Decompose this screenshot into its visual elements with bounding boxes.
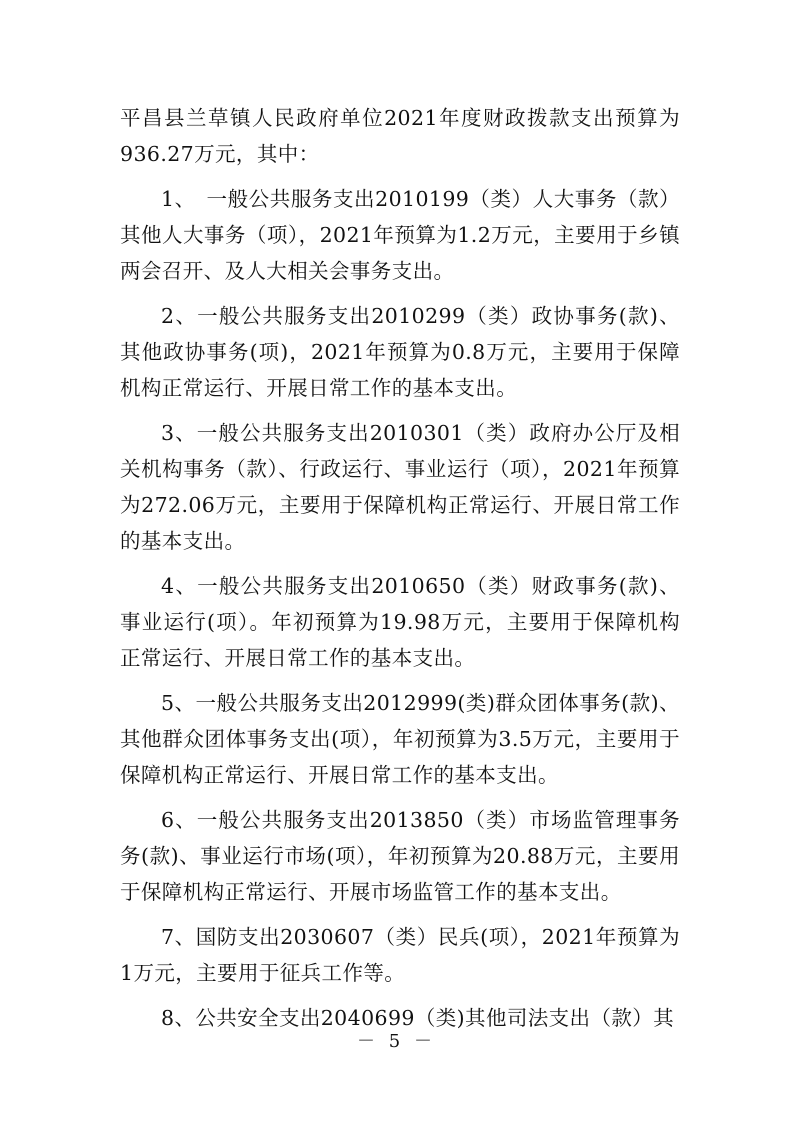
- budget-item-4: 4、一般公共服务支出2010650（类）财政事务(款)、事业运行(项）。年初预算为19.98万元，主要用于保障机构正常运行、开展日常工作的基本支出。: [120, 574, 680, 670]
- budget-item-3: 3、一般公共服务支出2010301（类）政府办公厅及相关机构事务（款）、行政运行、事业运行（项），2021年预算为272.06万元，主要用于保障机构正常运行、开展日常工作的基本支出。: [120, 421, 680, 553]
- document-body: [120, 100, 680, 1045]
- budget-item-8: 8、公共安全支出2040699（类)其他司法支出（款）其: [161, 1006, 675, 1030]
- intro-paragraph: 平昌县兰草镇人民政府单位2021年度财政拨款支出预算为936.27万元，其中：: [120, 106, 680, 166]
- budget-item-2: 2、一般公共服务支出2010299（类）政协事务(款)、其他政协事务(项)，2021年预算为0.8万元，主要用于保障机构正常运行、开展日常工作的基本支出。: [120, 304, 680, 400]
- page-number: － 5 －: [357, 1031, 436, 1052]
- budget-item-6: 6、一般公共服务支出2013850（类）市场监管理事务务(款)、事业运行市场(项），年初预算为20.88万元，主要用于保障机构正常运行、开展市场监管工作的基本支出。: [120, 808, 680, 904]
- budget-item-7: 7、国防支出2030607（类）民兵(项），2021年预算为1万元，主要用于征兵工作等。: [120, 925, 680, 985]
- budget-item-5: 5、一般公共服务支出2012999(类)群众团体事务(款)、其他群众团体事务支出(项），年初预算为3.5万元，主要用于保障机构正常运行、开展日常工作的基本支出。: [120, 691, 680, 787]
- budget-item-1: 1、 一般公共服务支出2010199（类）人大事务（款）其他人大事务（项），2021年预算为1.2万元，主要用于乡镇两会召开、及人大相关会事务支出。: [120, 187, 680, 283]
